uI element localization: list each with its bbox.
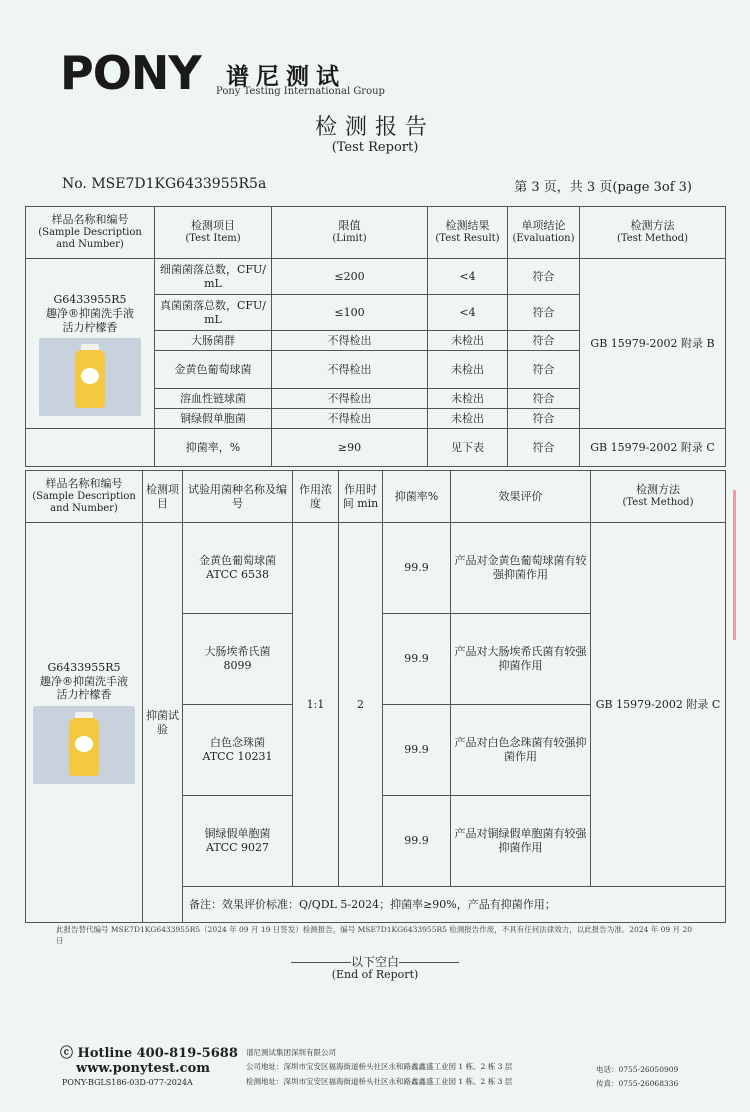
test-item: 铜绿假单胞菌 <box>155 409 272 429</box>
result: <4 <box>428 259 508 295</box>
result: 见下表 <box>428 429 508 467</box>
fax: 传真：0755-26068336 <box>596 1079 679 1089</box>
company-info <box>246 1046 512 1089</box>
antibacterial-table <box>25 470 726 923</box>
limit: 不得检出 <box>272 331 428 351</box>
logo-english-name: Pony Testing International Group <box>216 86 385 97</box>
evaluation: 符合 <box>508 259 580 295</box>
company-name: 谱尼测试集团深圳有限公司 <box>246 1048 336 1057</box>
sample-name: 趣净®抑菌洗手液 <box>46 306 134 320</box>
method-cell: GB 15979-2002 附录 C <box>580 429 726 467</box>
limit: ≤200 <box>272 259 428 295</box>
header-method: 检测方法 (Test Method) <box>591 471 726 523</box>
pony-logo: PONY <box>60 46 201 100</box>
result: <4 <box>428 295 508 331</box>
strain-cell: 白色念珠菌 ATCC 10231 <box>183 705 293 796</box>
header-time: 作用时间 min <box>339 471 383 523</box>
test-item: 真菌菌落总数，CFU/ mL <box>155 295 272 331</box>
evaluation: 符合 <box>508 409 580 429</box>
header-test-result: 检测结果 (Test Result) <box>428 207 508 259</box>
test-item: 细菌菌落总数，CFU/ mL <box>155 259 272 295</box>
limit: 不得检出 <box>272 351 428 389</box>
time: 2 <box>339 523 383 887</box>
remark: 备注：效果评价标准：Q/QDL 5-2024；抑菌率≥90%，产品有抑菌作用； <box>183 887 726 923</box>
effect: 产品对大肠埃希氏菌有较强抑菌作用 <box>451 614 591 705</box>
sample-photo <box>39 338 141 416</box>
evaluation: 符合 <box>508 351 580 389</box>
header-sample: 样品名称和编号 (Sample Description and Number) <box>26 207 155 259</box>
evaluation: 符合 <box>508 429 580 467</box>
test-item: 抑菌试验 <box>143 523 183 923</box>
strain-cell: 大肠埃希氏菌 8099 <box>183 614 293 705</box>
sample-code: G6433955R5 <box>53 293 127 306</box>
table-row <box>26 429 726 467</box>
header-test-item: 检测项目 (Test Item) <box>155 207 272 259</box>
table-row <box>26 523 726 614</box>
evaluation: 符合 <box>508 331 580 351</box>
website-link[interactable]: www.ponytest.com <box>76 1061 211 1076</box>
table-header-row <box>26 207 726 259</box>
test-item: 溶血性链球菌 <box>155 389 272 409</box>
empty-sample-cell <box>26 429 155 467</box>
replacement-note: 此报告替代编号 MSE7D1KG6433955R5（2024 年 09 月 19 日签发）检测报告，编号 MSE7D1KG6433955R5 检测报告作废，不具有任何法律效力，以此报告为准。2024 年 09 月 20 日 <box>56 925 692 946</box>
header-concentration: 作用浓度 <box>293 471 339 523</box>
result: 未检出 <box>428 351 508 389</box>
concentration: 1:1 <box>293 523 339 887</box>
sample-variant: 活力柠檬香 <box>62 320 118 334</box>
test-item: 抑菌率，% <box>155 429 272 467</box>
header-strain: 试验用菌种名称及编号 <box>183 471 293 523</box>
end-marker-cn: ―――――以下空白――――― <box>290 955 459 969</box>
sample-cell <box>26 259 155 429</box>
header-test-item: 检测项目 <box>143 471 183 523</box>
page-info: 第 3 页，共 3 页(page 3of 3) <box>514 180 692 195</box>
phone: 电话：0755-26050909 <box>596 1065 679 1074</box>
company-address: 公司地址：深圳市宝安区福海街道桥头社区永和路鑫鑫盛工业园 1 栋、2 栋 3 层 <box>246 1062 513 1072</box>
test-item: 金黄色葡萄球菌 <box>155 351 272 389</box>
rate: 99.9 <box>383 614 451 705</box>
header-evaluation: 单项结论 (Evaluation) <box>508 207 580 259</box>
effect: 产品对白色念珠菌有较强抑菌作用 <box>451 705 591 796</box>
sample-photo <box>33 706 135 784</box>
report-subtitle: (Test Report) <box>331 140 419 155</box>
method-cell: GB 15979-2002 附录 B <box>580 259 726 429</box>
rate: 99.9 <box>383 796 451 887</box>
evaluation: 符合 <box>508 295 580 331</box>
header-sample: 样品名称和编号 (Sample Description and Number) <box>26 471 143 523</box>
header-rate: 抑菌率% <box>383 471 451 523</box>
logo-chinese-name: 谱尼测试 <box>226 63 346 90</box>
lab-address: 检测地址：深圳市宝安区福海街道桥头社区永和路鑫鑫盛工业园 1 栋、2 栋 3 层 <box>246 1076 513 1086</box>
effect: 产品对金黄色葡萄球菌有较强抑菌作用 <box>451 523 591 614</box>
report-title: 检测报告 <box>314 115 435 140</box>
limit: ≤100 <box>272 295 428 331</box>
result: 未检出 <box>428 409 508 429</box>
limit: ≥90 <box>272 429 428 467</box>
end-marker-en: (End of Report) <box>331 968 419 981</box>
document-code: PONY-BGLS186-03D-077-2024A <box>62 1078 193 1087</box>
result: 未检出 <box>428 389 508 409</box>
sample-name: 趣净®抑菌洗手液 <box>40 674 128 688</box>
report-number: No. MSE7D1KG6433955R5a <box>62 176 267 192</box>
sample-variant: 活力柠檬香 <box>56 688 112 702</box>
strain-cell: 铜绿假单胞菌 ATCC 9027 <box>183 796 293 887</box>
header-limit: 限值 (Limit) <box>272 207 428 259</box>
header-test-method: 检测方法 (Test Method) <box>580 207 726 259</box>
rate: 99.9 <box>383 523 451 614</box>
sample-cell <box>26 523 143 923</box>
evaluation: 符合 <box>508 389 580 409</box>
test-results-table <box>25 206 726 467</box>
limit: 不得检出 <box>272 409 428 429</box>
test-item: 大肠菌群 <box>155 331 272 351</box>
effect: 产品对铜绿假单胞菌有较强抑菌作用 <box>451 796 591 887</box>
hotline: ⓒ Hotline 400-819-5688 <box>60 1046 238 1061</box>
method-cell: GB 15979-2002 附录 C <box>591 523 726 887</box>
contact-numbers <box>596 1063 678 1092</box>
result: 未检出 <box>428 331 508 351</box>
strain-cell: 金黄色葡萄球菌 ATCC 6538 <box>183 523 293 614</box>
table-header-row <box>26 471 726 523</box>
sample-code: G6433955R5 <box>47 660 121 674</box>
rate: 99.9 <box>383 705 451 796</box>
table-row <box>26 259 726 295</box>
limit: 不得检出 <box>272 389 428 409</box>
seal-stamp <box>733 490 748 640</box>
header-effect: 效果评价 <box>451 471 591 523</box>
